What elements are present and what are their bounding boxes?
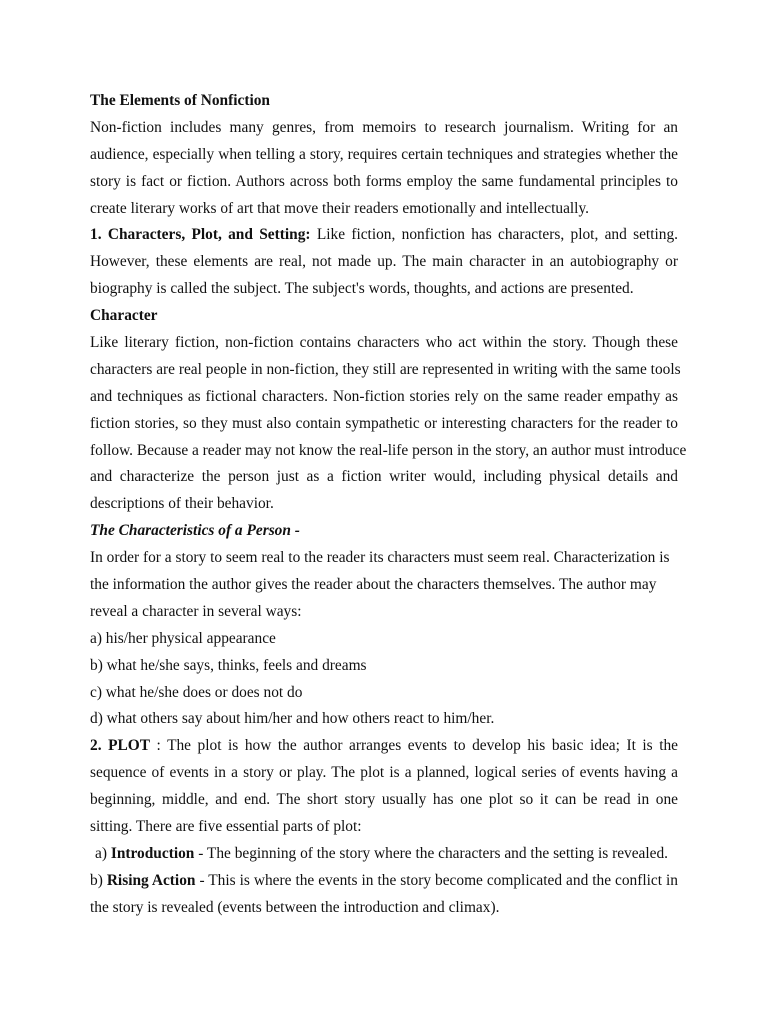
intro-line: Non-fiction includes many genres, from memoirs to research journalism. Writing for an [90, 118, 678, 136]
document-title: The Elements of Nonfiction [90, 92, 270, 109]
plot-line: sequence of events in a story or play. The plot is a planned, logical series of events having a [90, 764, 678, 782]
section1-line: However, these elements are real, not made up. The main character in an autobiography or [90, 253, 678, 271]
plot-part-introduction [90, 841, 678, 868]
characteristics-list-item: a) his/her physical appearance [90, 629, 276, 647]
plot-part-term: Introduction [110, 844, 195, 862]
plot-part-marker: b) [90, 871, 103, 889]
character-line: follow. Because a reader may not know the real-life person in the story, an author must introduce [90, 441, 687, 459]
plot-text: : The plot is how the author arranges events to develop his basic idea; It is the [156, 737, 678, 755]
intro-line: story is fact or fiction. Authors across both forms employ the same fundamental principles to [90, 172, 678, 190]
section1-first-line [90, 222, 678, 249]
characteristics-list-item: b) what he/she says, thinks, feels and dreams [90, 656, 367, 674]
plot-part-rising-action [90, 868, 678, 895]
intro-line: create literary works of art that move their readers emotionally and intellectually. [90, 199, 589, 217]
plot-line: sitting. There are five essential parts of plot: [90, 818, 362, 836]
character-line: fiction stories, so they must also contain sympathetic or interesting characters for the reader to [90, 414, 678, 432]
character-line: and techniques as fictional characters. Non-fiction stories rely on the same reader empathy as [90, 387, 678, 405]
plot-part-text: - This is where the events in the story become complicated and the conflict in [199, 871, 678, 889]
character-line: and characterize the person just as a fiction writer would, including physical details and [90, 468, 678, 486]
intro-line: audience, especially when telling a story, requires certain techniques and strategies whether the [90, 145, 678, 163]
characteristics-heading: The Characteristics of a Person - [90, 522, 300, 540]
characteristics-line: In order for a story to seem real to the reader its characters must seem real. Characterization is [90, 549, 670, 567]
plot-part-text: - The beginning of the story where the characters and the setting is revealed. [198, 844, 669, 862]
section1-line: biography is called the subject. The subject's words, thoughts, and actions are presented. [90, 280, 634, 298]
character-heading: Character [90, 307, 158, 325]
character-line: Like literary fiction, non-fiction contains characters who act within the story. Though these [90, 334, 678, 352]
plot-part-continuation: the story is revealed (events between the introduction and climax). [90, 898, 500, 916]
characteristics-line: the information the author gives the reader about the characters themselves. The author may [90, 576, 657, 594]
plot-part-marker: a) [95, 844, 107, 862]
plot-part-term: Rising Action [106, 871, 196, 889]
plot-first-line [90, 733, 678, 760]
characteristics-list-item: c) what he/she does or does not do [90, 683, 303, 701]
plot-line: beginning, middle, and end. The short story usually has one plot so it can be read in one [90, 791, 678, 809]
section1-text: Like fiction, nonfiction has characters, plot, and setting. [316, 226, 678, 244]
characteristics-line: reveal a character in several ways: [90, 602, 302, 620]
characteristics-list-item: d) what others say about him/her and how others react to him/her. [90, 710, 495, 728]
plot-heading: 2. PLOT [90, 737, 150, 755]
character-line: characters are real people in non-fiction, they still are represented in writing with the same tools [90, 360, 681, 378]
character-line: descriptions of their behavior. [90, 495, 274, 513]
section1-heading: 1. Characters, Plot, and Setting: [90, 226, 311, 244]
document-body [90, 88, 687, 922]
